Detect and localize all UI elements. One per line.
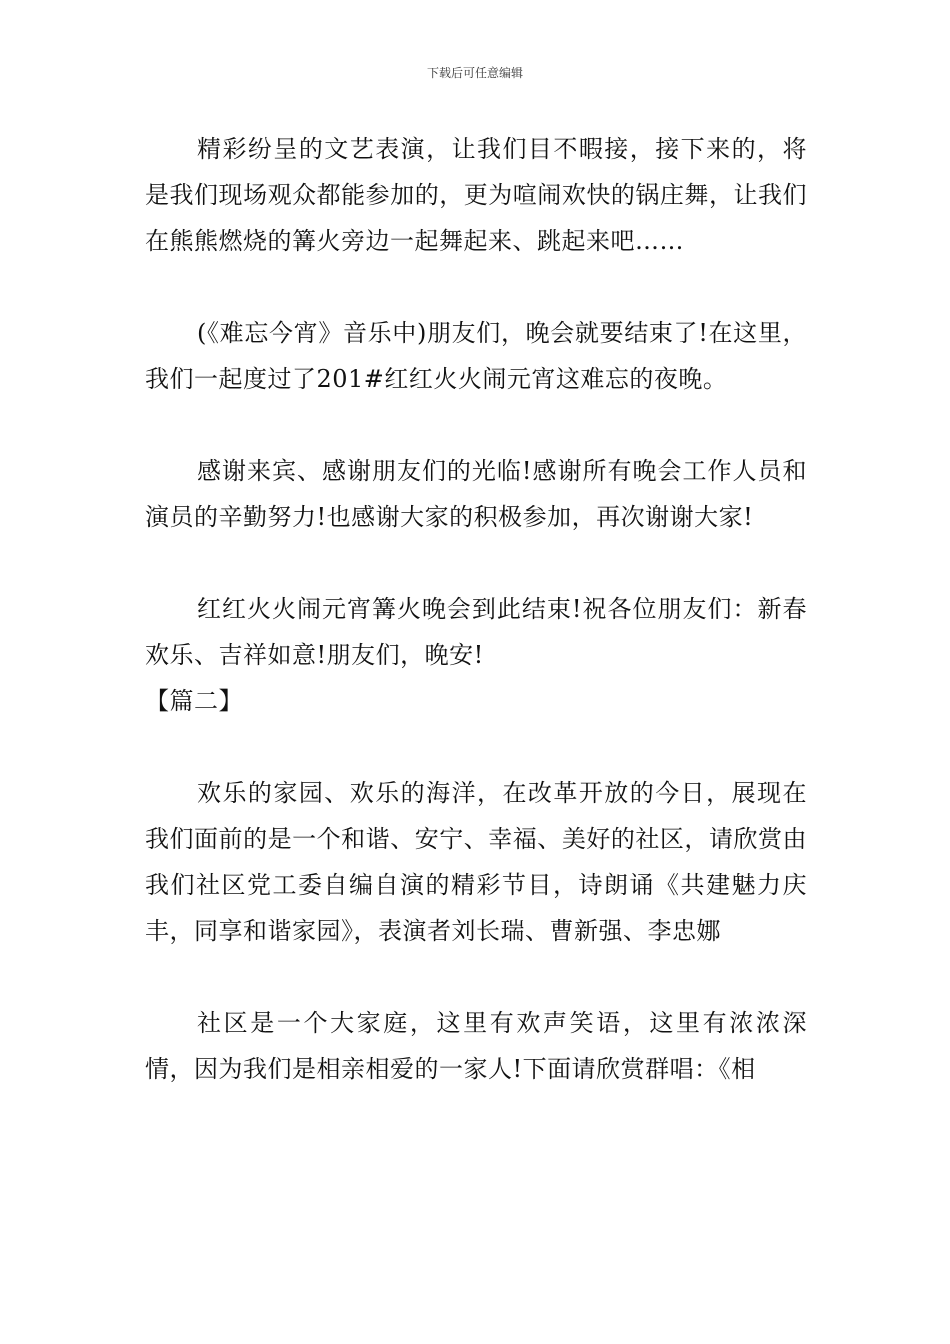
paragraph-bonfire-dance: 精彩纷呈的文艺表演，让我们目不暇接，接下来的，将是我们现场观众都能参加的，更为喧闹欢快的锅庄舞，让我们在熊熊燃烧的篝火旁边一起舞起来、跳起来吧…… [145,135,807,255]
paragraph-gap [145,724,807,770]
paragraph-gap [145,402,807,448]
paragraph-poem-recitation: 欢乐的家园、欢乐的海洋，在改革开放的今日，展现在我们面前的是一个和谐、安宁、幸福、美好的社区，请欣赏由我们社区党工委自编自演的精彩节目，诗朗诵《共建魅力庆丰，同享和谐家园》，表演者刘长瑞、曹新强、李忠娜 [145,779,807,945]
section-title: 【篇二】 [145,687,243,715]
paragraph-thanks: 感谢来宾、感谢朋友们的光临!感谢所有晚会工作人员和演员的辛勤努力!也感谢大家的积极参加，再次谢谢大家! [145,457,807,531]
paragraph-gap [145,954,807,1000]
page-header: 下载后可任意编辑 [426,66,523,80]
paragraph-closing-music: (《难忘今宵》音乐中)朋友们，晚会就要结束了!在这里，我们一起度过了201#红红火火闹元宵这难忘的夜晚。 [145,319,807,393]
paragraph-gap [145,264,807,310]
document-body [145,126,807,1092]
paragraph-group-singing: 社区是一个大家庭，这里有欢声笑语，这里有浓浓深情，因为我们是相亲相爱的一家人!下面请欣赏群唱：《相 [145,1009,807,1083]
paragraph-gap [145,540,807,586]
paragraph-farewell: 红红火火闹元宵篝火晚会到此结束!祝各位朋友们：新春欢乐、吉祥如意!朋友们，晚安! [145,595,807,669]
